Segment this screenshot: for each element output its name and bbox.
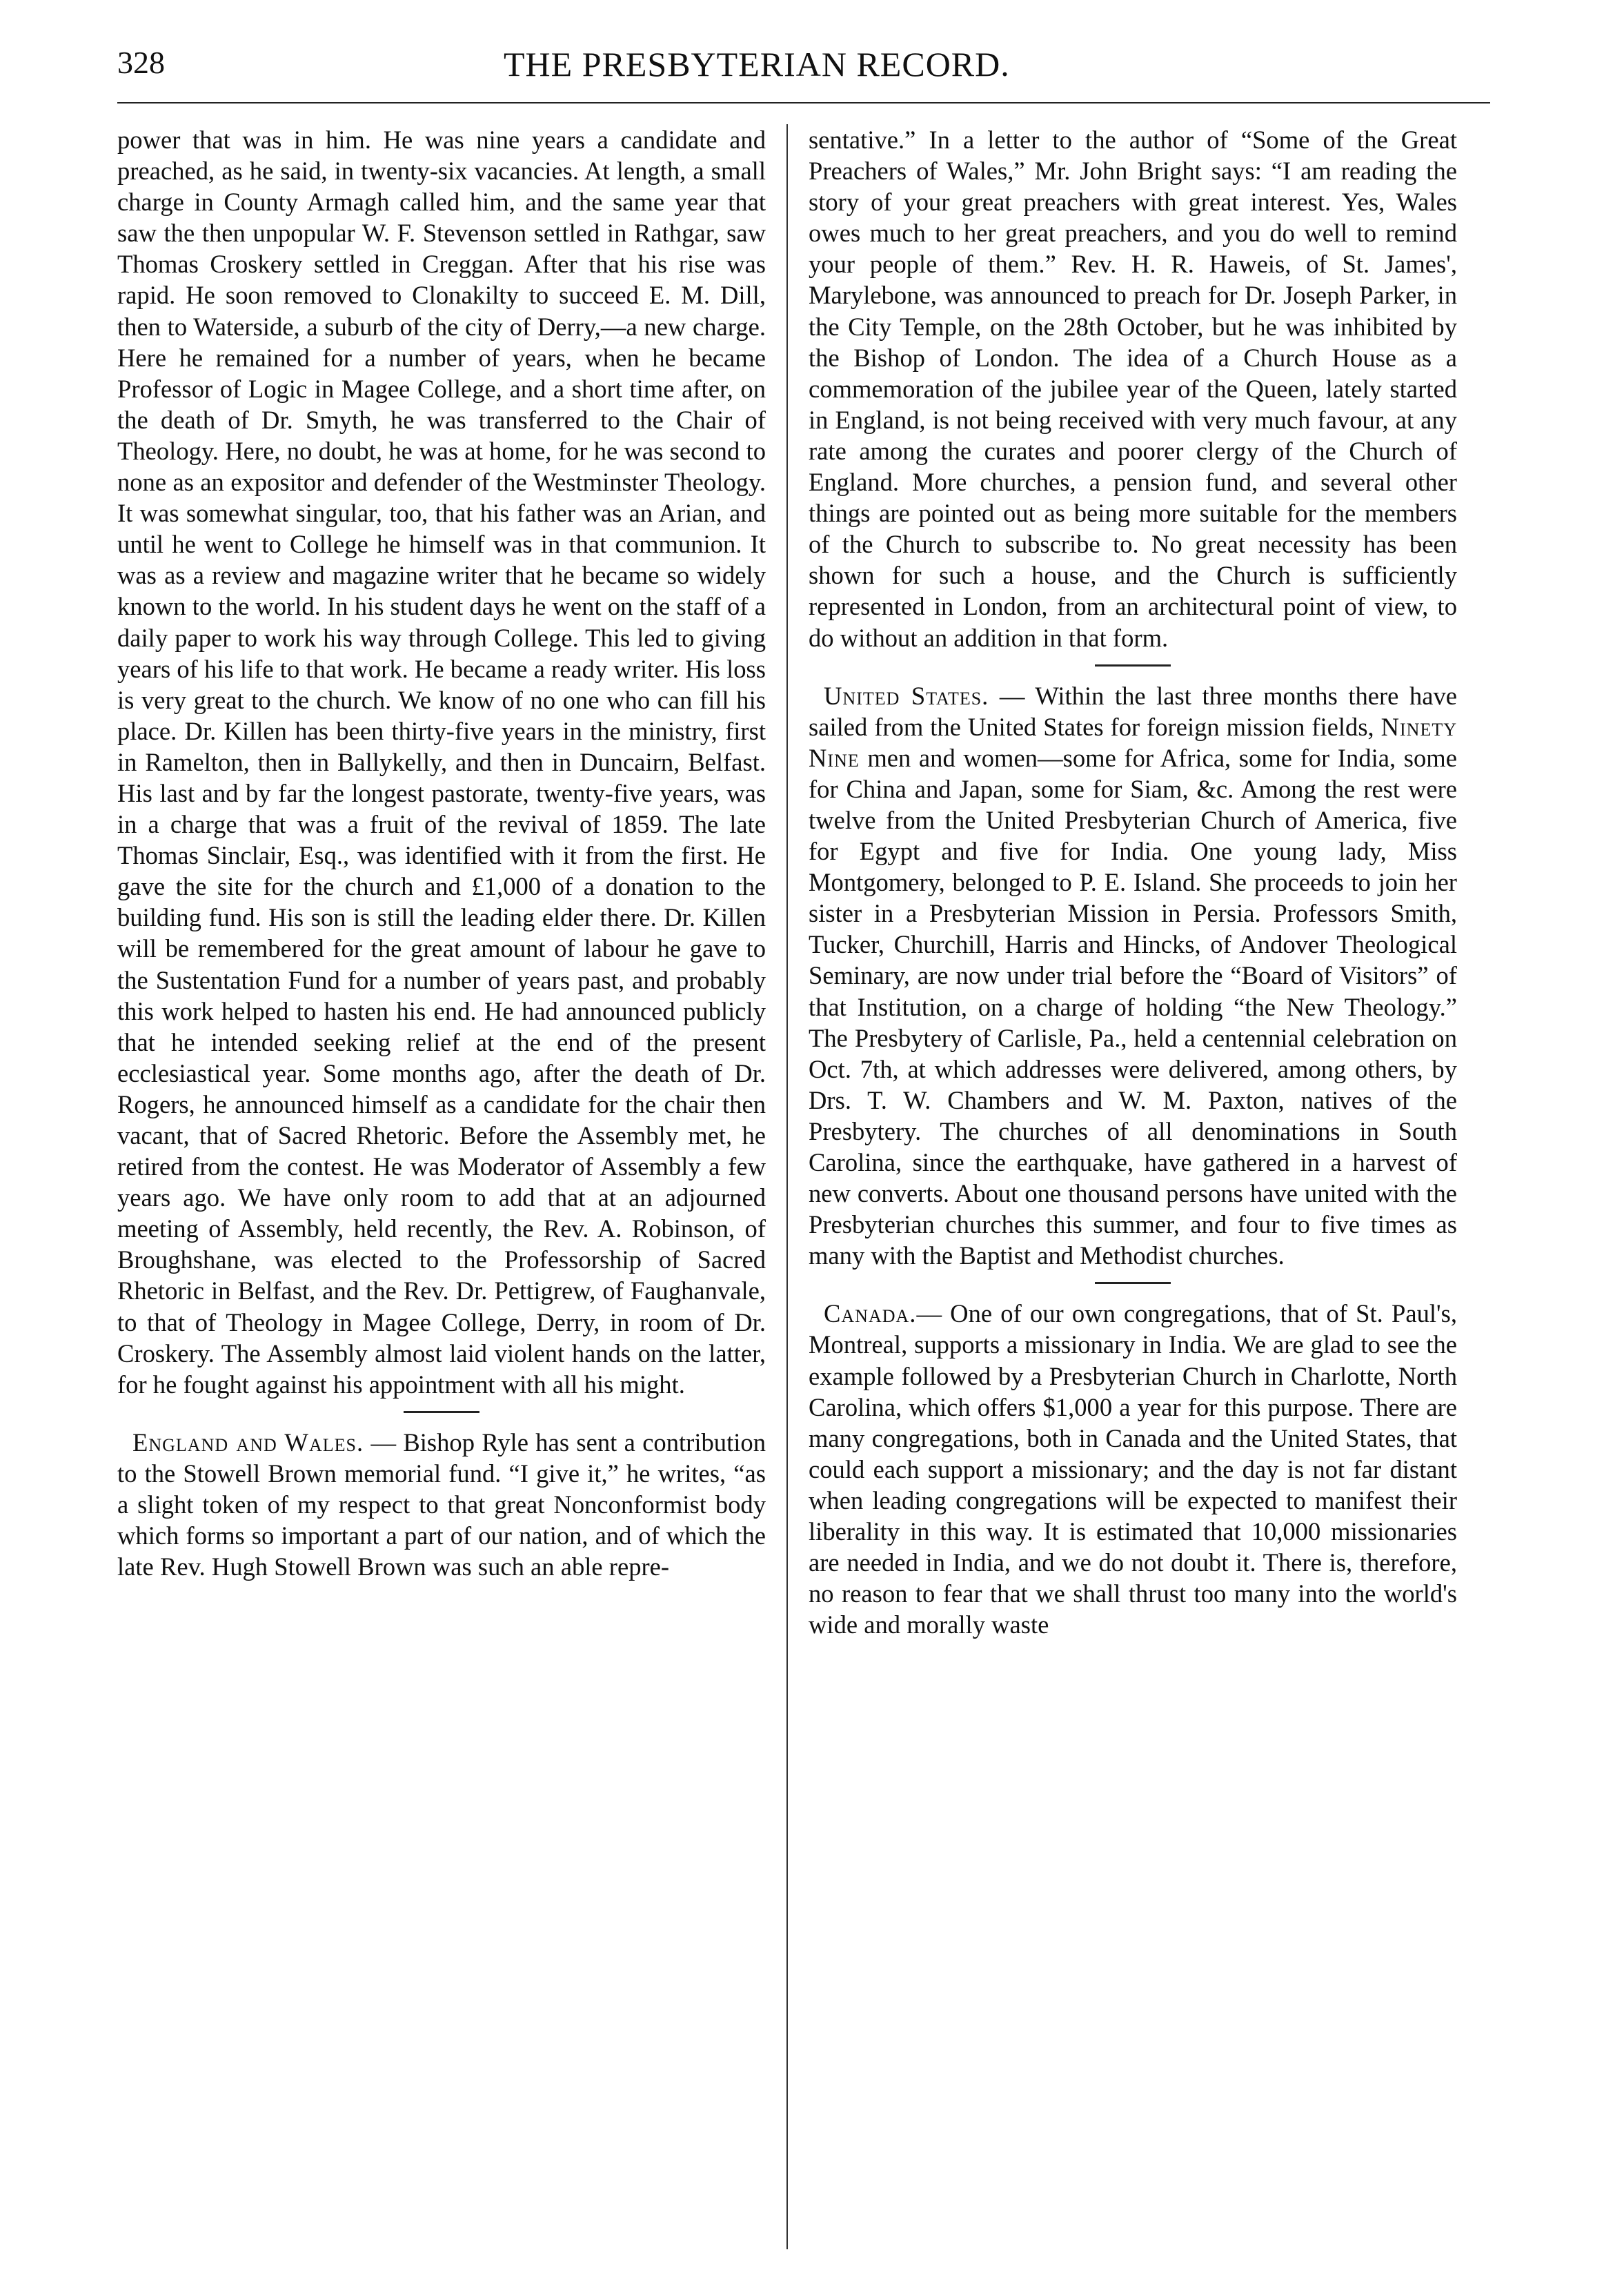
section-heading-england-wales: England and Wales.: [132, 1428, 364, 1457]
section-heading-canada: Canada.: [824, 1299, 917, 1328]
header-rule: [117, 102, 1490, 103]
right-column: [809, 124, 1457, 2256]
article-united-states: [809, 680, 1457, 1272]
section-separator: [1095, 1282, 1171, 1284]
united-states-body-a: — Within the last three months there have sailed from the United States for foreign mission fields,: [809, 681, 1457, 741]
england-wales-body: — Bishop Ryle has sent a contribution to the Stowell Brown memorial fund. “I give it,” he writes, “as a slight token of my respect to that great Nonconformist body which forms so important a part of our nation, and of which the late Rev. Hugh Stowell Brown was such an able repre-: [117, 1428, 766, 1581]
left-column: [117, 124, 766, 2256]
united-states-body-b: men and women—some for Africa, some for India, some for China and Japan, some for Siam, &c. Among the rest were twelve from the United Presbyterian Church of America, five for Egypt and five for India. One young lady, Miss Montgomery, belonged to P. E. Island. She proceeds to join her sister in a Presbyterian Mission in Persia. Professors Smith, Tucker, Churchill, Harris and Hincks, of Andover Theological Seminary, are now under trial before the “Board of Visitors” of that Institution, on a charge of holding “the New Theology.” The Presbytery of Carlisle, Pa., held a centennial celebration on Oct. 7th, at which addresses were delivered, among others, by Drs. T. W. Chambers and W. M. Paxton, natives of the Presbytery. The churches of all denominations in South Carolina, since the earthquake, have gathered in a harvest of new converts. About one thousand persons have united with the Presbyterian churches this summer, and four to five times as many with the Baptist and Methodist churches.: [809, 743, 1457, 1270]
section-separator: [404, 1411, 479, 1413]
column-divider: [786, 124, 788, 2249]
page-header: [117, 41, 1490, 97]
section-separator: [1095, 664, 1171, 667]
section-heading-united-states: United States.: [824, 681, 989, 710]
canada-body: — One of our own congregations, that of St. Paul's, Montreal, supports a missionary in India. We are glad to see the example followed by a Presbyterian Church in Charlotte, North Carolina, which offers $1,000 a year for this purpose. There are many congregations, both in Canada and the United States, that could each support a missionary; and the day is not far distant when leading congregations will be expected to manifest their liberality in this way. It is estimated that 10,000 missionaries are needed in India, and we do not doubt it. There is, therefore, no reason to fear that we shall thrust too many into the world's wide and morally waste: [809, 1299, 1457, 1639]
article-england-continued: sentative.” In a letter to the author of “Some of the Great Preachers of Wales,” Mr. John Bright says: “I am reading the story of your great preachers with great interest. Yes, Wales owes much to her great preachers, and you do well to remind your people of them.” Rev. H. R. Haweis, of St. James', Marylebone, was announced to preach for Dr. Joseph Parker, in the City Temple, on the 28th October, but he was inhibited by the Bishop of London. The idea of a Church House as a commemoration of the jubilee year of the Queen, lately started in England, is not being received with very much favour, at any rate among the curates and poorer clergy of the Church of England. More churches, a pension fund, and several other things are pointed out as being more suitable for the members of the Church to subscribe to. No great necessity has been shown for such a house, and the Church is sufficiently represented in London, from an architectural point of view, to do without an addition in that form.: [809, 126, 1457, 652]
ninety-nine-emphasis: Ninety Nine: [809, 712, 1457, 772]
article-england-wales: [117, 1427, 766, 1582]
article-croskery-killen: power that was in him. He was nine years a candidate and preached, as he said, in twenty-six vacancies. At length, a small charge in County Armagh called him, and the same year that saw the then unpopular W. F. Stevenson settled in Rathgar, saw Thomas Croskery settled in Creggan. After that his rise was rapid. He soon removed to Clonakilty to succeed E. M. Dill, then to Waterside, a suburb of the city of Derry,—a new charge. Here he remained for a number of years, when he became Professor of Logic in Magee College, and a short time after, on the death of Dr. Smyth, he was transferred to the Chair of Theology. Here, no doubt, he was at home, for he was second to none as an expositor and defender of the Westminster Theology. It was somewhat singular, too, that his father was an Arian, and until he went to College he himself was in that communion. It was as a review and magazine writer that he became so widely known to the world. In his student days he went on the staff of a daily paper to work his way through College. This led to giving years of his life to that work. He became a ready writer. His loss is very great to the church. We know of no one who can fill his place. Dr. Killen has been thirty-five years in the ministry, first in Ramelton, then in Ballykelly, and then in Duncairn, Belfast. His last and by far the longest pastorate, twenty-five years, was in a charge that was a fruit of the revival of 1859. The late Thomas Sinclair, Esq., was identified with it from the first. He gave the site for the church and £1,000 of a donation to the building fund. His son is still the leading elder there. Dr. Killen will be remembered for the great amount of labour he gave to the Sustentation Fund for a number of years past, and probably this work helped to hasten his end. He had announced publicly that he intended seeking relief at the end of the present ecclesiastical year. Some months ago, after the death of Dr. Rogers, he announced himself as a candidate for the chair then vacant, that of Sacred Rhetoric. Before the Assembly met, he retired from the contest. He was Moderator of Assembly a few years ago. We have only room to add that at an adjourned meeting of Assembly, held recently, the Rev. A. Robinson, of Broughshane, was elected to the Professorship of Sacred Rhetoric in Belfast, and the Rev. Dr. Pettigrew, of Faughanvale, to that of Theology in Magee College, Derry, in room of Dr. Croskery. The Assembly almost laid violent hands on the latter, for he fought against his appointment with all his might.: [117, 126, 766, 1399]
publication-title: THE PRESBYTERIAN RECORD.: [504, 45, 1010, 83]
document-page: [117, 41, 1497, 2263]
article-canada: [809, 1298, 1457, 1640]
page-number: 328: [117, 45, 165, 80]
